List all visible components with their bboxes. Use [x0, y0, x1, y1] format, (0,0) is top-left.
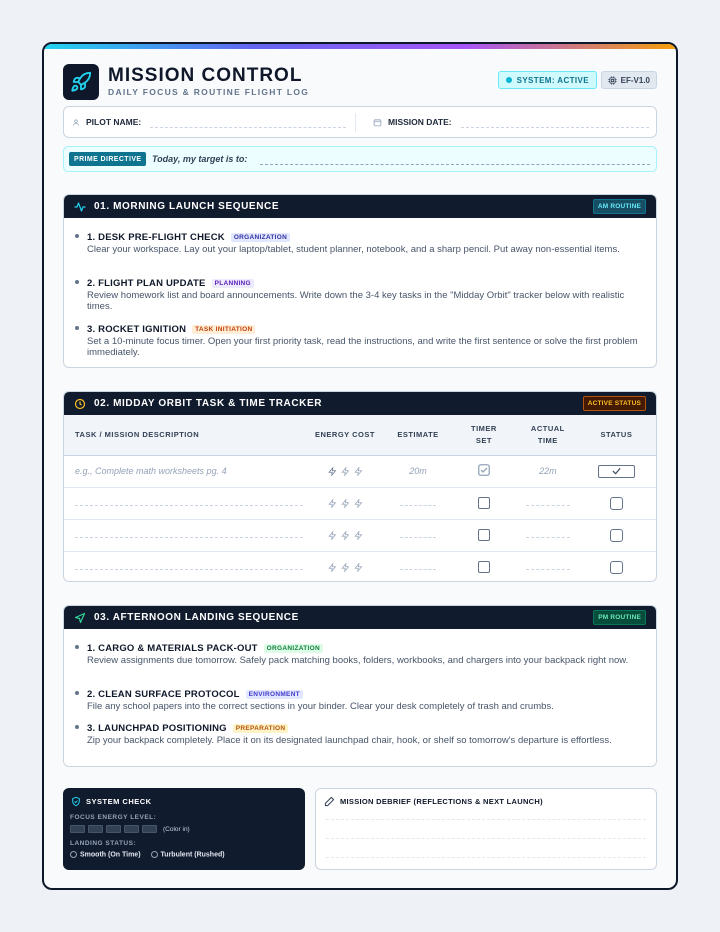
bolt-icon[interactable]	[328, 530, 337, 541]
system-status-badge	[498, 71, 597, 89]
bullet	[75, 326, 79, 330]
radio-circle	[70, 851, 77, 858]
column-header: TIMER SET	[449, 415, 519, 455]
timer-set-cell	[449, 455, 519, 487]
system-status-text: SYSTEM: ACTIVE	[516, 75, 589, 85]
status-checkbox[interactable]	[610, 561, 623, 574]
task-input[interactable]	[64, 551, 303, 582]
bullet	[75, 725, 79, 729]
status-checkbox[interactable]	[598, 465, 635, 478]
column-header: TASK / MISSION DESCRIPTION	[64, 415, 303, 455]
mission-debrief-title	[324, 796, 543, 807]
estimate-input[interactable]	[387, 551, 449, 582]
afternoon-section-header	[64, 606, 656, 629]
actual-input[interactable]	[519, 519, 577, 551]
bolt-icon[interactable]	[341, 498, 350, 509]
user-icon	[72, 118, 80, 127]
energy-level-label: FOCUS ENERGY LEVEL:	[70, 814, 157, 821]
bolt-icon[interactable]	[354, 498, 363, 509]
midday-section-header	[64, 392, 656, 415]
timer-set-cell	[449, 519, 519, 551]
afternoon-section-title: 03. AFTERNOON LANDING SEQUENCE	[94, 612, 299, 623]
system-check-title	[71, 796, 152, 807]
system-check-title-text: SYSTEM CHECK	[86, 797, 152, 806]
item-tag: PREPARATION	[233, 724, 289, 733]
timer-set-cell	[449, 551, 519, 582]
bolt-icon[interactable]	[328, 498, 337, 509]
landing-status-label: LANDING STATUS:	[70, 840, 137, 847]
bolt-icon[interactable]	[341, 530, 350, 541]
morning-section	[63, 194, 657, 368]
timer-checkbox[interactable]	[478, 497, 490, 509]
energy-level-bars	[70, 825, 190, 833]
bullet	[75, 691, 79, 695]
energy-cost-cell	[303, 455, 387, 487]
actual-input[interactable]	[519, 551, 577, 582]
mission-debrief-panel	[315, 788, 657, 870]
status-cell	[577, 519, 656, 551]
task-input[interactable]	[64, 487, 303, 519]
energy-bar[interactable]	[70, 825, 85, 833]
item-tag: ENVIRONMENT	[246, 690, 303, 699]
radio-smooth[interactable]	[70, 851, 141, 858]
flight-log-sheet	[42, 42, 678, 890]
morning-section-title: 01. MORNING LAUNCH SEQUENCE	[94, 201, 280, 212]
bullet	[75, 234, 79, 238]
item-tag: ORGANIZATION	[264, 644, 323, 653]
bolt-icon[interactable]	[341, 562, 350, 573]
item-title: 2. FLIGHT PLAN UPDATE	[87, 278, 206, 289]
task-input[interactable]	[64, 519, 303, 551]
pilot-info-bar	[63, 106, 657, 138]
status-cell	[577, 487, 656, 519]
pulse-icon	[74, 201, 86, 213]
system-check-panel	[63, 788, 305, 870]
item-description: Clear your workspace. Lay out your laptop/tablet, student planner, notebook, and a sharp pencil. Put away non-essential items.	[87, 244, 620, 255]
bullet	[75, 280, 79, 284]
item-description: Zip your backpack completely. Place it on its designated launchpad chair, hook, or shelf so tomorrow's departure is effortless.	[87, 735, 612, 746]
version-badge	[601, 71, 657, 89]
header	[63, 64, 657, 102]
version-text: EF-V1.0	[620, 75, 650, 85]
bullet	[75, 645, 79, 649]
actual-input[interactable]	[519, 487, 577, 519]
column-header: ACTUAL TIME	[519, 415, 577, 455]
bolt-icon[interactable]	[354, 530, 363, 541]
prime-directive-field[interactable]	[260, 164, 650, 165]
timer-checkbox[interactable]	[478, 529, 490, 541]
page-subtitle: DAILY FOCUS & ROUTINE FLIGHT LOG	[108, 87, 310, 97]
column-header: STATUS	[577, 415, 656, 455]
item-title: 3. LAUNCHPAD POSITIONING	[87, 723, 227, 734]
item-tag: PLANNING	[212, 279, 254, 288]
status-cell	[577, 551, 656, 582]
status-checkbox[interactable]	[610, 497, 623, 510]
bolt-icon[interactable]	[354, 562, 363, 573]
mission-date-label	[373, 117, 452, 127]
mission-debrief-title-text: MISSION DEBRIEF (REFLECTIONS & NEXT LAUNCH)	[340, 797, 543, 806]
pilot-name-label	[72, 117, 141, 127]
debrief-line[interactable]	[326, 857, 646, 858]
item-description: File any school papers into the correct sections in your binder. Clear your desk completely of trash and crumbs.	[87, 701, 554, 712]
timer-set-cell	[449, 487, 519, 519]
timer-checkbox[interactable]	[478, 561, 490, 573]
debrief-line[interactable]	[326, 819, 646, 820]
estimate-input[interactable]	[387, 487, 449, 519]
item-title: 1. DESK PRE-FLIGHT CHECK	[87, 232, 225, 243]
energy-bar[interactable]	[124, 825, 139, 833]
energy-cost-cell	[303, 551, 387, 582]
gradient-bar	[44, 44, 676, 49]
rocket-icon	[63, 64, 99, 100]
energy-bar[interactable]	[88, 825, 103, 833]
item-tag: ORGANIZATION	[231, 233, 290, 242]
bolt-icon[interactable]	[328, 562, 337, 573]
prime-directive-bar	[63, 146, 657, 172]
energy-cost-cell	[303, 487, 387, 519]
energy-cost-cell	[303, 519, 387, 551]
color-in-hint: (Color in)	[163, 825, 190, 833]
item-description: Review homework list and board announcements. Write down the 3-4 key tasks in the "Midday Orbit" tracker below with realistic times.	[87, 290, 625, 312]
navigation-icon	[74, 612, 86, 624]
item-tag: TASK INITIATION	[192, 325, 255, 334]
table-row	[64, 551, 656, 582]
column-header: ENERGY COST	[303, 415, 387, 455]
check-icon	[612, 467, 621, 475]
clock-icon	[74, 398, 86, 410]
prime-directive-badge: PRIME DIRECTIVE	[69, 152, 146, 166]
landing-status-options	[70, 851, 225, 858]
afternoon-section	[63, 605, 657, 767]
item-title: 1. CARGO & MATERIALS PACK-OUT	[87, 643, 258, 654]
page-title: MISSION CONTROL	[108, 65, 303, 86]
pm-routine-tag: PM ROUTINE	[593, 610, 646, 625]
example-task: e.g., Complete math worksheets pg. 4	[64, 455, 303, 487]
pilot-name-field[interactable]	[150, 127, 346, 128]
item-title: 3. ROCKET IGNITION	[87, 324, 187, 335]
divider	[355, 113, 356, 132]
midday-section-title: 02. MIDDAY ORBIT TASK & TIME TRACKER	[94, 398, 323, 409]
pencil-icon	[324, 796, 335, 807]
debrief-line[interactable]	[326, 838, 646, 839]
example-actual: 22m	[519, 455, 577, 487]
midday-section	[63, 391, 657, 582]
energy-bar[interactable]	[106, 825, 121, 833]
calendar-icon	[373, 118, 382, 127]
example-estimate: 20m	[387, 455, 449, 487]
energy-bar[interactable]	[142, 825, 157, 833]
am-routine-tag: AM ROUTINE	[593, 199, 646, 214]
checkbox-checked-icon[interactable]	[478, 464, 490, 476]
table-row	[64, 487, 656, 519]
item-description: Set a 10-minute focus timer. Open your first priority task, read the instructions, and write the first sentence or solve the first problem immediately.	[87, 336, 638, 358]
radio-label: Turbulent (Rushed)	[160, 851, 225, 859]
estimate-input[interactable]	[387, 519, 449, 551]
task-tracker-table	[64, 415, 656, 582]
radio-turbulent[interactable]	[151, 851, 225, 858]
item-title: 2. CLEAN SURFACE PROTOCOL	[87, 689, 240, 700]
radio-label: Smooth (On Time)	[80, 851, 141, 859]
item-description: Review assignments due tomorrow. Safely pack matching books, folders, workbooks, and chargers into your backpack right now.	[87, 655, 629, 666]
column-header: ESTIMATE	[387, 415, 449, 455]
pilot-name-text: PILOT NAME:	[86, 117, 142, 127]
bolt-icon[interactable]	[354, 466, 363, 477]
status-checkbox[interactable]	[610, 529, 623, 542]
status-cell	[577, 455, 656, 487]
status-dot-icon	[506, 77, 512, 83]
table-row	[64, 519, 656, 551]
prime-directive-text: Today, my target is to:	[152, 154, 248, 164]
mission-date-text: MISSION DATE:	[388, 117, 452, 127]
bolt-icon[interactable]	[341, 466, 350, 477]
radio-circle	[151, 851, 158, 858]
shield-icon	[71, 796, 81, 807]
bolt-icon[interactable]	[328, 466, 337, 477]
chip-icon	[608, 76, 617, 85]
morning-section-header	[64, 195, 656, 218]
mission-date-field[interactable]	[461, 127, 649, 128]
active-status-tag: ACTIVE STATUS	[583, 396, 646, 411]
table-row	[64, 455, 656, 487]
